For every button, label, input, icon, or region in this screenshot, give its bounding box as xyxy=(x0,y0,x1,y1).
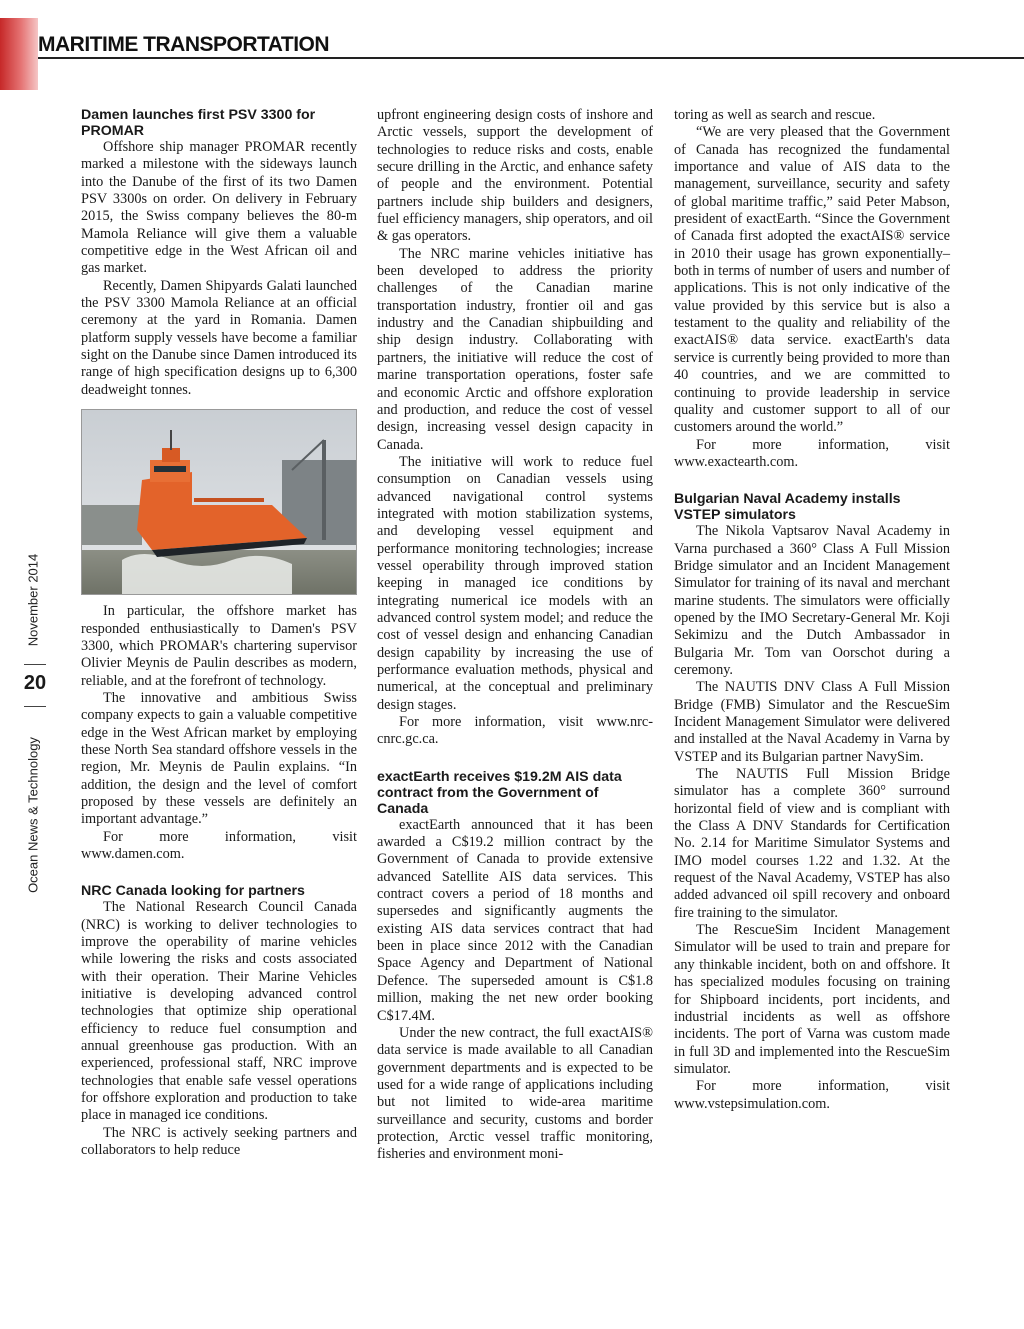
article-spacer xyxy=(674,471,950,491)
damen-paragraph: The innovative and ambitious Swiss company expects to gain a valuable competitive edge in the West African market by employing these North Sea standard offshore vessels in the region, Mr. Meynis de Paulin explains. “In addition, the design and the level of comfort proposed by these vessels are definitely an important advantage.” xyxy=(81,689,357,828)
exactearth-paragraph: “We are very pleased that the Government of Canada has recognized the fundamental importance and value of AIS data to the management, surveillance, security and safety of global maritime traffic,” said Peter Mabson, president of exactEarth. “Since the Government of Canada first adopted the exactAIS® service in 2010 their usage has grown exponentially–both in terms of number of users and number of applications. This is not only indicative of the value provided by this service but is also a testament to the quality and reliability of the exactAIS® data service. exactEarth's data service is currently being provided to more than 40 countries, and we are committed to continuing to provide leadership in service quality and customer support to all of our customers around the world.” xyxy=(674,124,950,436)
nrc-paragraph: The National Research Council Canada (NRC) is working to deliver technologies to improve the operability of marine vehicles while lowering the risks and costs associated with their operation. Their Marine Vehicles initiative is developing advanced control technologies that optimize ship operational efficiency to reduce fuel consumption and annual greenhouse gas production. With an experienced, professional staff, NRC improve technologies that enable safe vessel operations for offshore exploration and production to take place in managed ice conditions. xyxy=(81,899,357,1124)
page-number: 20 xyxy=(23,672,47,694)
damen-paragraph: Recently, Damen Shipyards Galati launched the PSV 3300 Mamola Reliance at an official ceremony at the yard in Romania. Damen platform supply vessels have become a familiar sight on the Danube since Damen introduced its range of high specification designs up to 6,300 deadweight tonnes. xyxy=(81,277,357,398)
exactearth-paragraph-continued: toring as well as search and rescue. xyxy=(674,107,876,123)
sidebar-date xyxy=(16,540,50,660)
bulgarian-more-info: For more information, visit www.vstepsimulation.com. xyxy=(674,1078,950,1112)
header-rule xyxy=(38,57,1024,59)
bulgarian-paragraph: The NAUTIS DNV Class A Full Mission Bridge (FMB) Simulator and the RescueSim Incident Management Simulator were delivered and installed at the Naval Academy in Varna by VSTEP and its Bulgarian partner NavySim. xyxy=(674,679,950,765)
article-spacer xyxy=(81,863,357,883)
nrc-more-info: For more information, visit www.nrc-cnrc.gc.ca. xyxy=(377,714,653,748)
damen-paragraph: In particular, the offshore market has responded enthusiastically to Damen's PSV 3300, which PROMAR's chartering supervisor Olivier Meynis de Paulin describes as modern, reliable, and at the forefront of technology. xyxy=(81,603,357,689)
page-number-rule-bottom xyxy=(24,706,46,707)
damen-paragraph: Offshore ship manager PROMAR recently marked a milestone with the sideways launch into the Danube of the first of its two Damen PSV 3300s on order. On delivery in February 2015, the Swiss company believes the 80-m Mamola Reliance will give them a valuable competitive edge in the West African oil and gas market. xyxy=(81,139,357,277)
column-2 xyxy=(377,107,653,1164)
issue-date: November 2014 xyxy=(25,553,41,647)
exactearth-paragraph: Under the new contract, the full exactAIS® data service is made available to all Canadian government departments and is expected to be used for a wide range of applications including but not limited to wide-area maritime surveillance and security, customs and border protection, Arctic vessel traffic monitoring, fisheries and environment moni- xyxy=(377,1024,653,1163)
nrc-headline: NRC Canada looking for partners xyxy=(81,883,305,900)
bulgarian-paragraph: The RescueSim Incident Management Simulator will be used to train and prepare for any thinkable incident, both on and offshore. It has specialized modules focusing on training for Shipboard incidents, port incidents, and industrial incidents as well as offshore incidents. The port of Varna was custom made in full 3D and implemented into the RescueSim simulator. xyxy=(674,922,950,1077)
sidebar-journal xyxy=(16,715,50,915)
bulgarian-paragraph: The Nikola Vaptsarov Naval Academy in Varna purchased a 360° Class A Full Mission Bridge simulator and an Incident Management Simulator for training of its naval and merchant marine students. The simulators were officially opened by the IMO Secretary-General Mr. Koji Sekimizu and the Dutch Ambassador in Bulgaria Mr. Tom van Oorschot during a ceremony. xyxy=(674,523,950,678)
nrc-paragraph: The NRC marine vehicles initiative has been developed to address the priority challenges of the Canadian marine transportation industry, frontier oil and gas industry and the Canadian shipbuilding and ship design industry. Collaborating with partners, the initiative will reduce the cost of marine transportation operations, foster safe and economic Arctic and offshore exploration and production, and reduce the cost of vessel design, increasing vessel design capacity in Canada. xyxy=(377,245,653,453)
article-spacer xyxy=(377,749,653,769)
nrc-paragraph: The NRC is actively seeking partners and collaborators to help reduce xyxy=(81,1124,357,1159)
ship-launch-photo xyxy=(81,409,357,595)
nrc-paragraph-continued: upfront engineering design costs of inshore and Arctic vessels, support the development of technologies to reduce risks and costs, enable secure drilling in the Arctic, and enhance safety of people and the environment. Potential partners include ship builders and designers, fuel efficiency managers, ship operators, and oil & gas operators. xyxy=(377,107,653,245)
exactearth-paragraph: exactEarth announced that it has been awarded a C$19.2 million contract by the Government of Canada to provide extensive advanced Satellite AIS data services. This contract covers a period of 18 months and supersedes and significantly augments the existing AIS data services contract that had been in place since 2012 with the Canadian Space Agency and Department of National Defence. The superseded amount is C$1.8 million, making the net new order booking C$17.4M. xyxy=(377,816,653,1024)
section-tab-marker xyxy=(0,18,38,90)
page-number-rule-top xyxy=(24,664,46,665)
exactearth-headline: exactEarth receives $19.2M AIS data contract from the Government of Canada xyxy=(377,768,622,817)
journal-name: Ocean News & Technology xyxy=(25,737,41,893)
column-1 xyxy=(81,107,357,1159)
bulgarian-paragraph: The NAUTIS Full Mission Bridge simulator has a complete 360° surround horizontal field of view and is compliant with the Class A DNV Standards for Certification No. 2.14 for Maritime Simulator Systems and IMO model courses 1.22 and 1.32. At the request of the Naval Academy, VSTEP has also added advanced oil spill recovery and onboard fire training to the simulator. xyxy=(674,766,950,921)
column-3 xyxy=(674,107,950,1113)
damen-headline: Damen launches first PSV 3300 for PROMAR xyxy=(81,107,316,139)
nrc-paragraph: The initiative will work to reduce fuel consumption on Canadian vessels using advanced navigational control systems integrated with motion stabilization systems, and developing vessel equipment and performance monitoring technologies; increase vessel operability through improved station keeping in managed ice conditions by integrating numerical ice models with an advanced control system model; and reduce the cost of vessel design and enhancing Canadian design capability by increasing the use of performance evaluation methods, physical and numerical, at the conceptual and preliminary design stages. xyxy=(377,453,653,713)
section-title: MARITIME TRANSPORTATION xyxy=(38,33,330,56)
bulgarian-headline: Bulgarian Naval Academy installs VSTEP simulators xyxy=(674,491,901,524)
damen-more-info: For more information, visit www.damen.com. xyxy=(81,828,357,862)
exactearth-more-info: For more information, visit www.exactearth.com. xyxy=(674,436,950,470)
